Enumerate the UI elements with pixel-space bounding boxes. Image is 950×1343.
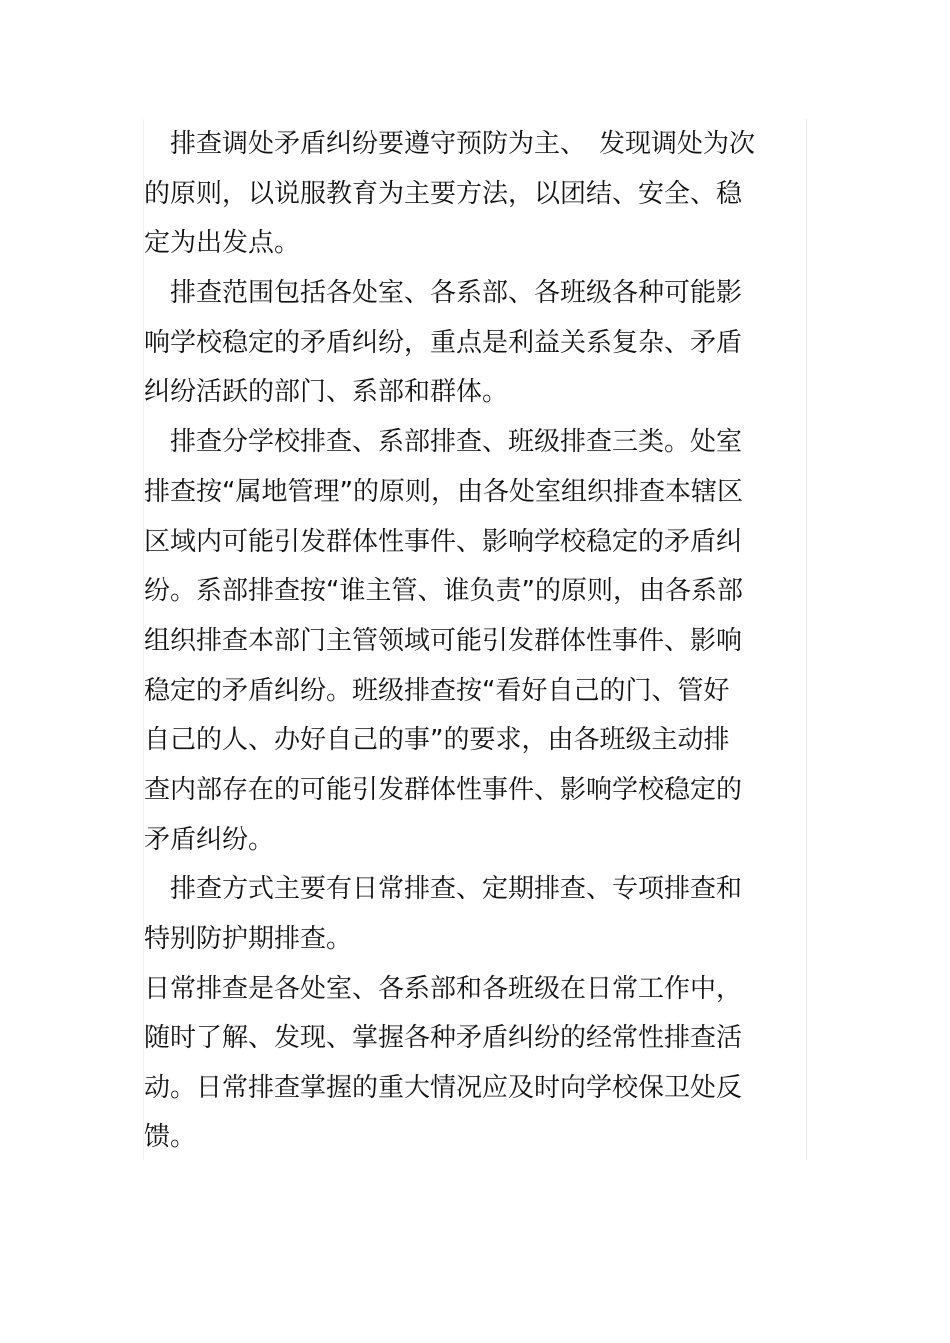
text-line: 纷。系部排查按“谁主管、谁负责”的原则，由各系部 [144,576,743,606]
text-line: 响学校稳定的矛盾纠纷，重点是利益关系复杂、矛盾 [144,328,743,358]
text-line: 矛盾纠纷。 [144,825,275,855]
text-body [143,119,807,1160]
text-line: 日常排查是各处室、各系部和各班级在日常工作中， [144,974,743,1004]
text-line: 纠纷活跃的部门、系部和群体。 [144,377,509,407]
text-line: 组织排查本部门主管领域可能引发群体性事件、影响 [144,626,743,656]
text-line: 排查范围包括各处室、各系部、各班级各种可能影 [144,278,743,308]
text-line: 稳定的矛盾纠纷。班级排查按“看好自己的门、管好 [144,676,730,706]
text-line: 定为出发点。 [144,228,301,258]
text-line: 排查方式主要有日常排查、定期排查、专项排查和 [144,874,743,904]
text-line: 随时了解、发现、掌握各种矛盾纠纷的经常性排查活 [144,1023,743,1053]
text-line: 动。日常排查掌握的重大情况应及时向学校保卫处反 [144,1073,743,1103]
text-line: 馈。 [144,1122,197,1152]
text-line: 自己的人、办好自己的事”的要求，由各班级主动排 [144,725,730,755]
text-line: 排查调处矛盾纠纷要遵守预防为主、 发现调处为次 [144,129,756,159]
text-line: 查内部存在的可能引发群体性事件、影响学校稳定的 [144,775,743,805]
text-line: 特别防护期排查。 [144,924,353,954]
text-line: 区域内可能引发群体性事件、影响学校稳定的矛盾纠 [144,527,743,557]
text-line: 排查按“属地管理”的原则，由各处室组织排查本辖区 [144,477,743,507]
text-line: 排查分学校排查、系部排查、班级排查三类。处室 [144,427,743,457]
text-line: 的原则，以说服教育为主要方法，以团结、安全、稳 [144,179,743,209]
